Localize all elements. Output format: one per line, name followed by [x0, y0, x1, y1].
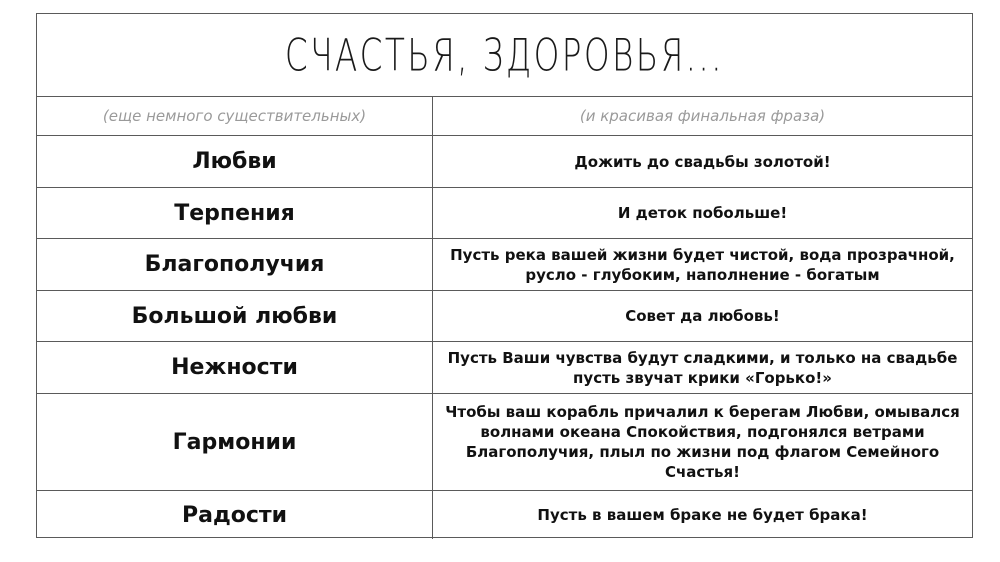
noun-cell: Нежности — [37, 342, 433, 393]
title-row — [37, 14, 972, 97]
noun-cell: Благополучия — [37, 239, 433, 290]
table-row — [37, 291, 972, 342]
phrase-cell: Пусть в вашем браке не будет брака! — [537, 506, 868, 524]
table-row — [37, 342, 972, 394]
phrase-cell: И деток побольше! — [617, 204, 788, 222]
table-row — [37, 136, 972, 188]
phrase-cell: Пусть река вашей жизни будет чистой, вода прозрачной, русло - глубоким, наполнение - богатым — [450, 245, 955, 284]
phrase-cell: Совет да любовь! — [625, 307, 780, 325]
phrase-cell: Чтобы ваш корабль причалил к берегам Любви, омывался волнами океана Спокойствия, подгонялся ветрами Благополучия, плыл по жизни под флагом Семейного Счастья! — [445, 403, 960, 481]
noun-cell: Радости — [37, 491, 433, 539]
subheader-left: (еще немного существительных) — [37, 97, 433, 135]
subheader-row — [37, 97, 972, 136]
page-title: СЧАСТЬЯ, ЗДОРОВЬЯ... — [284, 29, 725, 81]
wish-table — [36, 13, 973, 538]
subheader-right: (и красивая финальная фраза) — [579, 107, 826, 125]
noun-cell: Большой любви — [37, 291, 433, 341]
table-row — [37, 491, 972, 539]
table-row — [37, 188, 972, 239]
noun-cell: Любви — [37, 136, 433, 187]
table-row — [37, 394, 972, 491]
table-row — [37, 239, 972, 291]
noun-cell: Терпения — [37, 188, 433, 238]
phrase-cell: Пусть Ваши чувства будут сладкими, и только на свадьбе пусть звучат крики «Горько!» — [447, 348, 958, 387]
noun-cell: Гармонии — [37, 394, 433, 490]
phrase-cell: Дожить до свадьбы золотой! — [574, 152, 831, 171]
